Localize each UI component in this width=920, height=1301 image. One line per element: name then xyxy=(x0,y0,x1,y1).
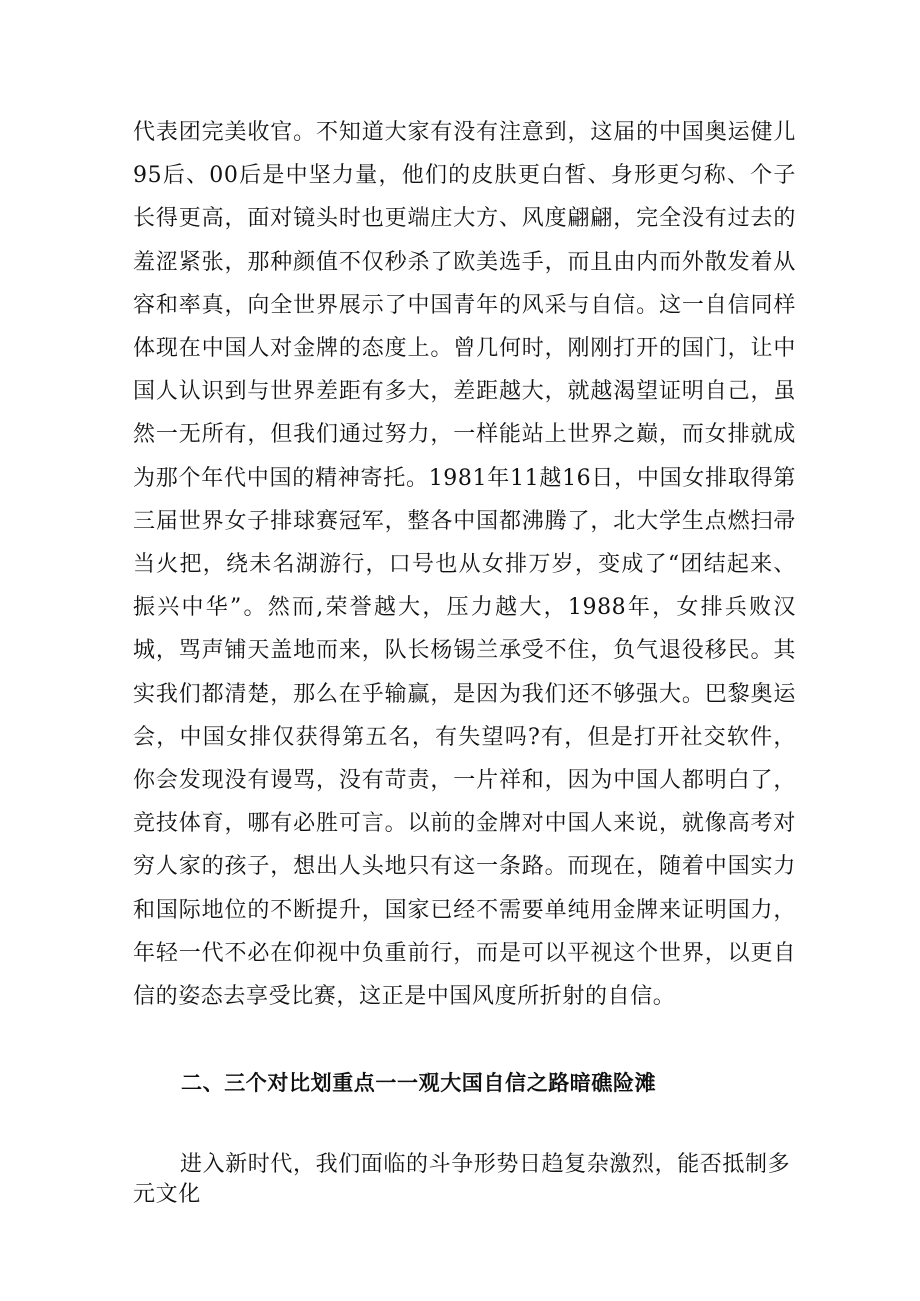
body-paragraph: 代表团完美收官。不知道大家有没有注意到，这届的中国奥运健儿95后、00后是中坚力量，他们的皮肤更白皙、身形更匀称、个子长得更高，面对镜头时也更端庄大方、风度翩翩，完全没有过去的羞涩紧张，那种颜值不仅秒杀了欧美选手，而且由内而外散发着从容和率真，向全世界展示了中国青年的风采与自信。这一自信同样体现在中国人对金牌的态度上。曾几何时，刚刚打开的国门，让中国人认识到与世界差距有多大，差距越大，就越渴望证明自己，虽然一无所有，但我们通过努力，一样能站上世界之巅，而女排就成为那个年代中国的精神寄托。1981年11越16日，中国女排取得第三届世界女子排球赛冠军，整各中国都沸腾了，北大学生点燃扫帚当火把，绕未名湖游行，口号也从女排万岁，变成了“团结起来、振兴中华”。然而,荣誉越大，压力越大，1988年，女排兵败汉城，骂声铺天盖地而来，队长杨锡兰承受不住，负气退役移民。其实我们都清楚，那么在乎输赢，是因为我们还不够强大。巴黎奥运会，中国女排仅获得第五名，有失望吗?有，但是打开社交软件，你会发现没有谩骂，没有苛责，一片祥和，因为中国人都明白了，竞技体育，哪有必胜可言。以前的金牌对中国人来说，就像高考对穷人家的孩子，想出人头地只有这一条路。而现在，随着中国实力和国际地位的不断提升，国家已经不需要单纯用金牌来证明国力，年轻一代不必在仰视中负重前行，而是可以平视这个世界，以更自信的姿态去享受比赛，这正是中国风度所折射的自信。 xyxy=(133,120,796,1010)
next-paragraph: 进入新时代，我们面临的斗争形势日趋复杂激烈，能否抵制多元文化 xyxy=(133,1152,791,1208)
section-heading: 二、三个对比划重点一一观大国自信之路暗礁险滩 xyxy=(181,1070,657,1096)
